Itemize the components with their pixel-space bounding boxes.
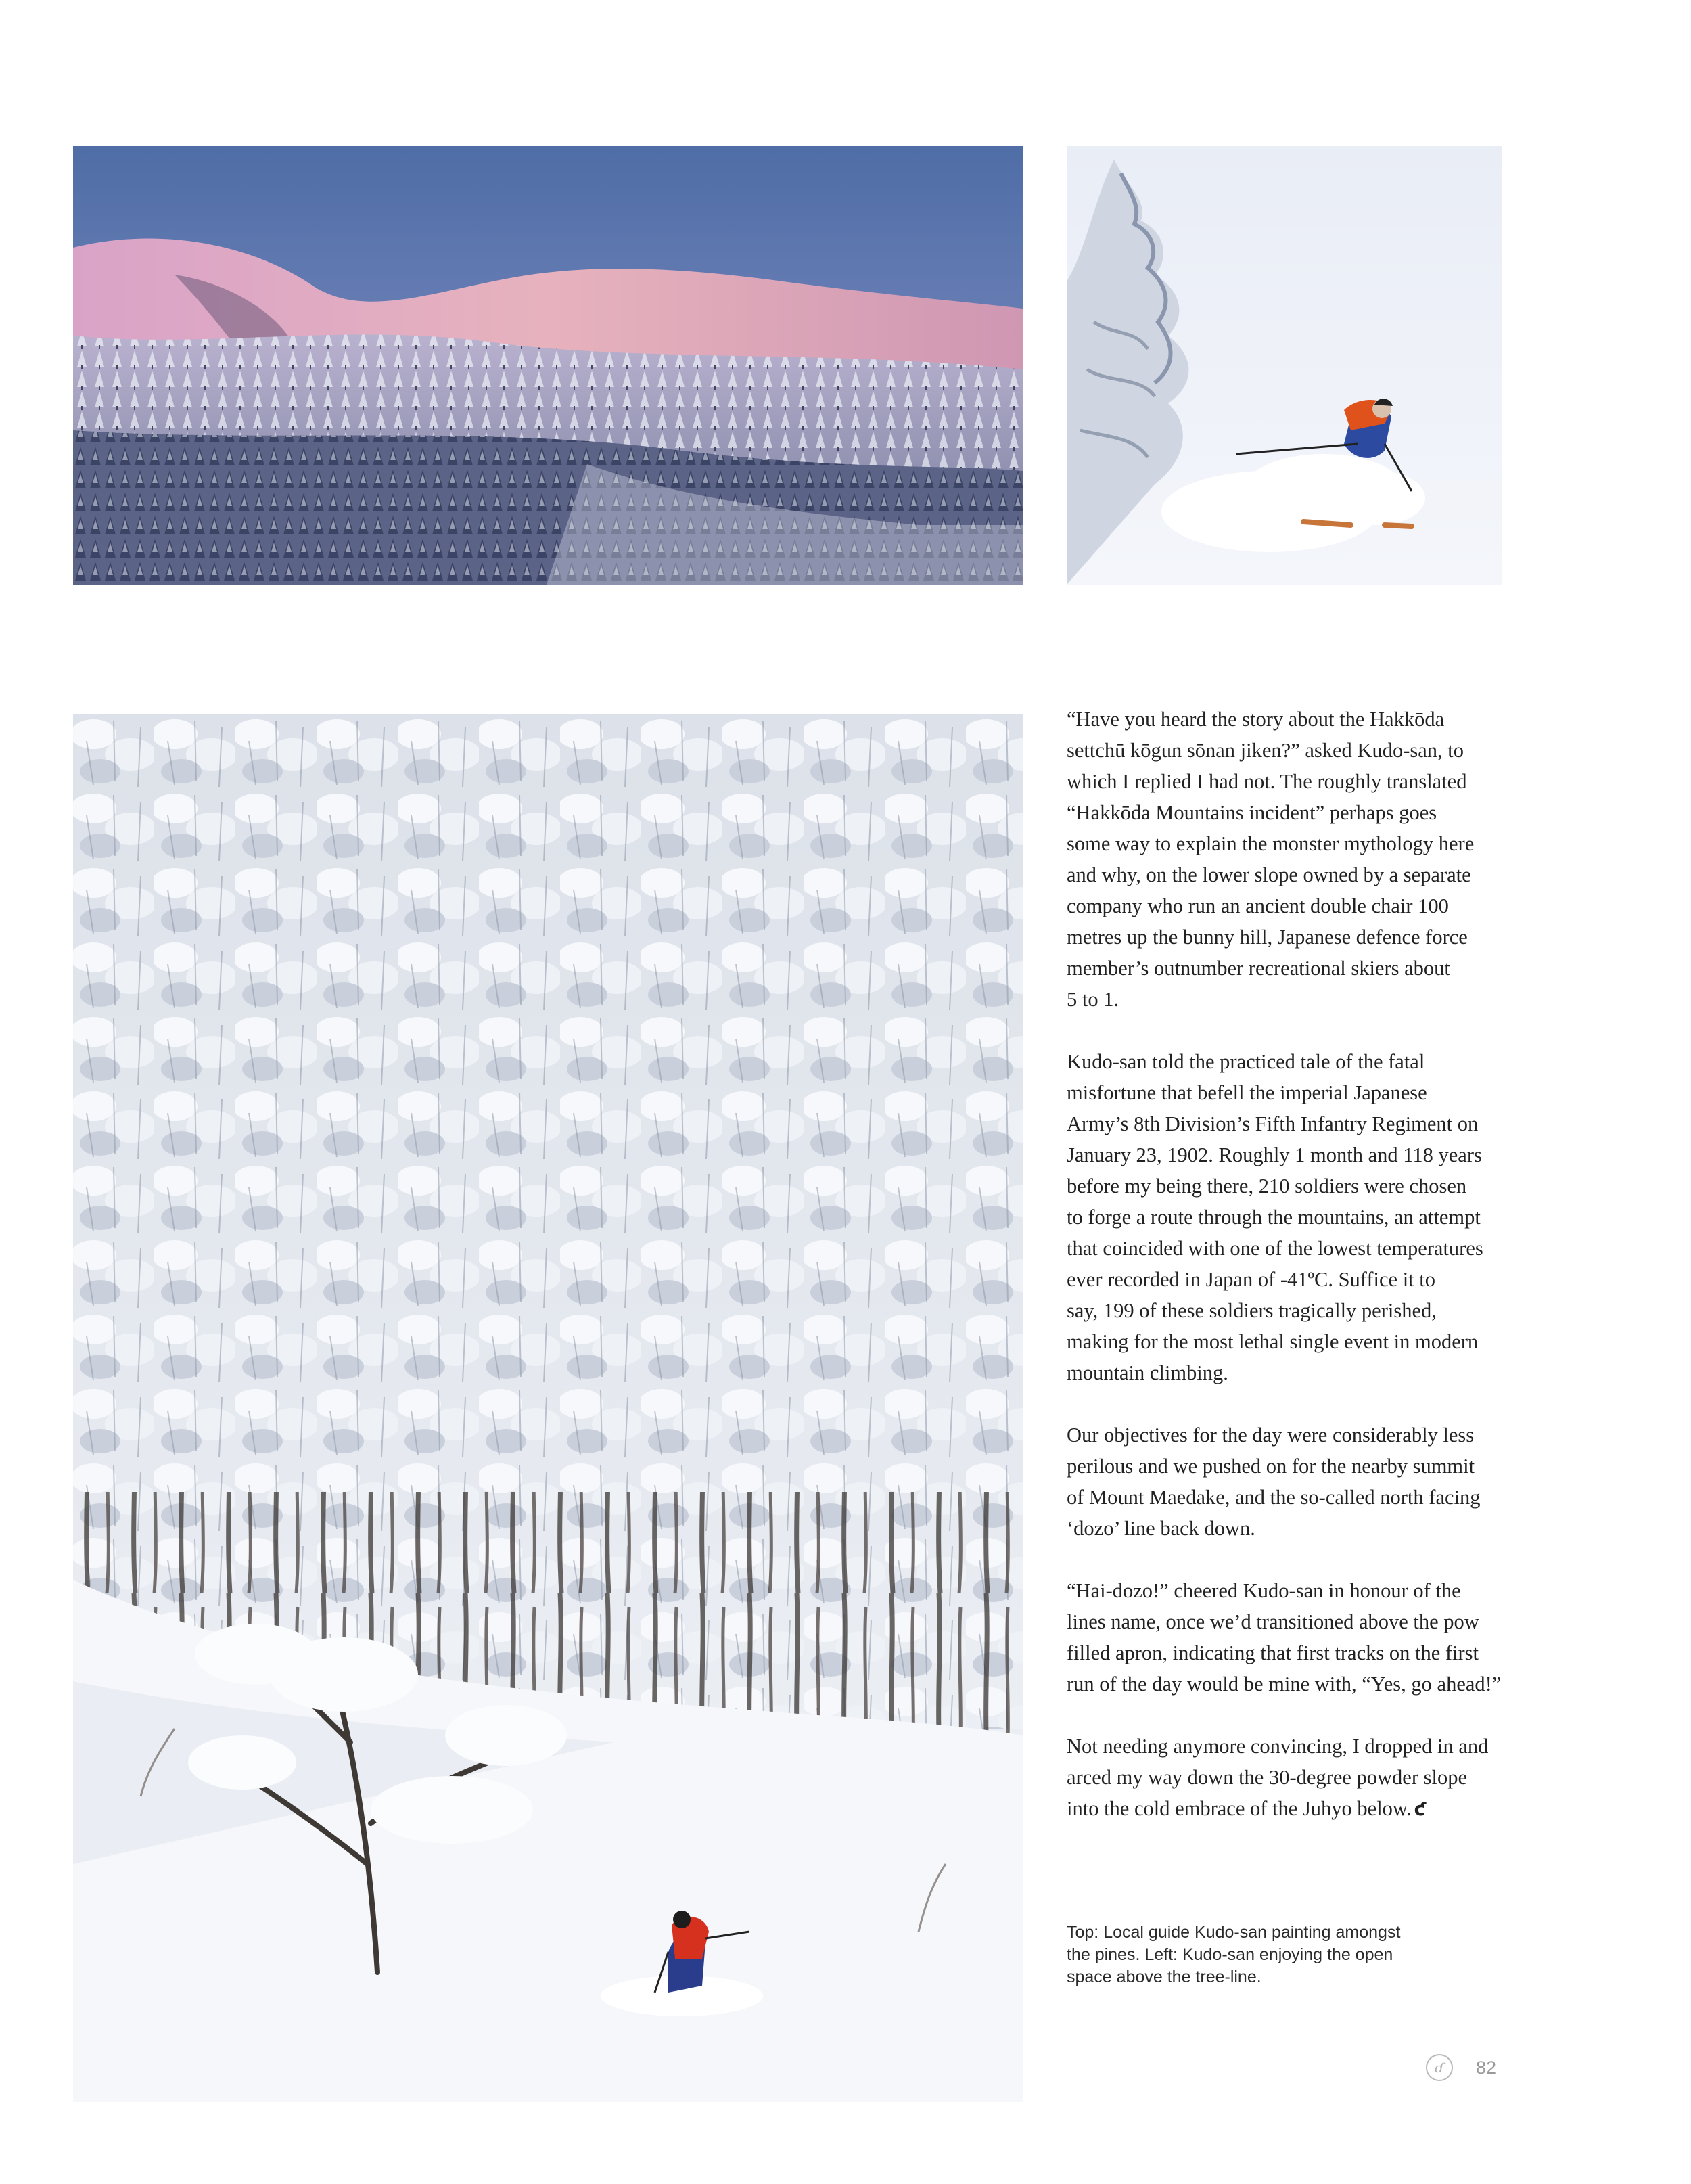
photo-skier-powder: [1067, 146, 1502, 585]
article-paragraph: “Hai-dozo!” cheered Kudo-san in honour of the lines name, once we’d transitioned above the pow filled apron, indicating that first tracks on the first run of the day would be mine with, “Yes, go ahead!”: [1067, 1579, 1502, 1696]
article-paragraph: Our objectives for the day were considerably less perilous and we pushed on for the nearby summit of Mount Maedake, and the so-called north facing ‘dozo’ line back down.: [1067, 1424, 1481, 1540]
article-final-paragraph: [1067, 1731, 1513, 1825]
article-paragraph-text: Not needing anymore convincing, I dropped in and arced my way down the 30-degree powder slope into the cold embrace of the Juhyo below.: [1067, 1735, 1489, 1820]
article-paragraph: Kudo-san told the practiced tale of the fatal misfortune that befell the imperial Japanese Army’s 8th Division’s Fifth Infantry Regiment on January 23, 1902. Roughly 1 month and 118 years before my being there, 210 soldiers were chosen to forge a route through the mountains, an attempt that coincided with one of the lowest temperatures ever recorded in Japan of -41ºC. Suffice it to say, 199 of these soldiers tragically perished, making for the most lethal single event in modern mountain climbing.: [1067, 1050, 1483, 1384]
photo-caption: Top: Local guide Kudo-san painting amongst the pines. Left: Kudo-san enjoying the open space above the tree-line.: [1067, 1923, 1401, 1986]
photo-juhyo-dusk: [73, 146, 1023, 585]
page-number: 82: [1476, 2057, 1497, 2078]
article-paragraph: “Have you heard the story about the Hakkōda settchū kōgun sōnan jiken?” asked Kudo-san, to which I replied I had not. The roughly translated “Hakkōda Mountains incident” perhaps goes some way to explain the monster mythology here and why, on the lower slope owned by a separate company who run an ancient double chair 100 metres up the bunny hill, Japanese defence force member’s outnumber recreational skiers about 5 to 1.: [1067, 708, 1475, 1011]
magazine-logo-icon: ɗ: [1426, 2054, 1453, 2081]
article-body: [1067, 704, 1513, 1856]
photo-forest-skier: [73, 714, 1023, 2102]
page-footer: [1426, 2053, 1496, 2082]
end-mark-icon: ƈ: [1414, 1798, 1426, 1820]
